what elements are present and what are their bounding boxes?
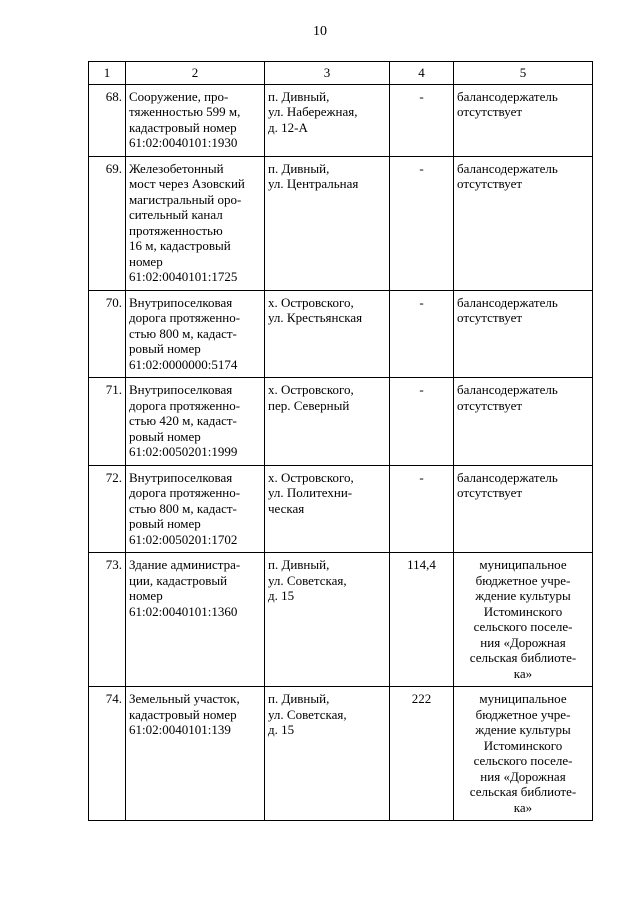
holder-cell [454, 687, 593, 821]
address-cell-text: п. Дивный, ул. Советская, д. 15 [268, 691, 347, 737]
table-row [89, 290, 593, 378]
address-cell-text: п. Дивный, ул. Набережная, д. 12-А [268, 88, 358, 135]
row-number-cell [89, 156, 126, 290]
area-cell [390, 290, 454, 378]
area-cell-text: - [419, 88, 424, 104]
address-cell-text: х. Островского, пер. Северный [268, 382, 354, 413]
holder-cell-text: балансодержатель отсутствует [457, 160, 558, 191]
object-description-cell [126, 553, 265, 687]
holder-cell-text: муниципальное бюджетное учре- ждение культуры Истоминского сельского поселе- ния «Дорожная сельская библиоте- ка» [469, 691, 577, 815]
row-number-cell-text: 68. [105, 88, 122, 104]
row-number-cell [89, 378, 126, 466]
address-cell [265, 553, 390, 687]
row-number-cell-text: 71. [105, 382, 122, 397]
area-cell-text: - [419, 382, 424, 397]
holder-cell [454, 553, 593, 687]
object-description-cell [126, 465, 265, 553]
property-registry-table [88, 61, 593, 821]
area-cell [390, 553, 454, 687]
holder-cell-text: балансодержатель отсутствует [457, 88, 558, 119]
object-description-cell-text: Внутрипоселковая дорога протяженно- стью 800 м, кадаст- ровый номер 61:02:0000000:5174 [129, 294, 241, 372]
area-cell [390, 84, 454, 156]
row-number-cell [89, 687, 126, 821]
object-description-cell [126, 378, 265, 466]
area-cell [390, 156, 454, 290]
area-cell [390, 687, 454, 821]
address-cell [265, 84, 390, 156]
object-description-cell-text: Железобетонный мост через Азовский магистральный оро- сительный канал протяженностью 16 м, кадастровый номер 61:02:0040101:1725 [129, 160, 245, 284]
row-number-cell-text: 70. [105, 294, 122, 310]
holder-cell-text: балансодержатель отсутствует [457, 294, 558, 325]
area-cell [390, 465, 454, 553]
object-description-cell [126, 84, 265, 156]
area-cell-text: - [419, 160, 424, 176]
page-number: 10 [313, 24, 327, 39]
table-row [89, 553, 593, 687]
table-row [89, 84, 593, 156]
address-cell [265, 156, 390, 290]
column-header-object: 2 [126, 62, 265, 85]
holder-cell [454, 290, 593, 378]
table-body [89, 84, 593, 821]
table-header-row [89, 62, 593, 85]
holder-cell-text: балансодержатель отсутствует [457, 382, 558, 413]
holder-cell [454, 84, 593, 156]
area-cell-text: 114,4 [407, 557, 436, 572]
table-row [89, 687, 593, 821]
area-cell-text: 222 [411, 691, 432, 706]
object-description-cell [126, 290, 265, 378]
area-cell-text: - [419, 294, 424, 310]
holder-cell-text: балансодержатель отсутствует [457, 469, 558, 500]
holder-cell [454, 465, 593, 553]
row-number-cell-text: 74. [105, 691, 122, 706]
row-number-cell [89, 465, 126, 553]
table-row [89, 156, 593, 290]
holder-cell [454, 378, 593, 466]
row-number-cell [89, 553, 126, 687]
row-number-cell [89, 84, 126, 156]
address-cell [265, 378, 390, 466]
holder-cell [454, 156, 593, 290]
address-cell [265, 290, 390, 378]
object-description-cell [126, 156, 265, 290]
object-description-cell-text: Внутрипоселковая дорога протяженно- стью 420 м, кадаст- ровый номер 61:02:0050201:1999 [129, 382, 241, 459]
address-cell [265, 687, 390, 821]
row-number-cell-text: 69. [105, 160, 122, 176]
row-number-cell-text: 73. [105, 557, 122, 572]
address-cell-text: х. Островского, ул. Политехни- ческая [268, 469, 354, 516]
object-description-cell-text: Здание администра- ции, кадастровый номер 61:02:0040101:1360 [129, 557, 241, 619]
object-description-cell-text: Земельный участок, кадастровый номер 61:02:0040101:139 [129, 691, 240, 737]
address-cell-text: п. Дивный, ул. Советская, д. 15 [268, 557, 347, 603]
area-cell-text: - [419, 469, 424, 485]
table-row [89, 378, 593, 466]
address-cell-text: п. Дивный, ул. Центральная [268, 160, 359, 191]
column-header-address: 3 [265, 62, 390, 85]
address-cell-text: х. Островского, ул. Крестьянская [268, 294, 363, 325]
holder-cell-text: муниципальное бюджетное учре- ждение культуры Истоминского сельского поселе- ния «Дорожная сельская библиоте- ка» [469, 557, 577, 681]
object-description-cell-text: Внутрипоселковая дорога протяженно- стью 800 м, кадаст- ровый номер 61:02:0050201:1702 [129, 469, 241, 547]
column-header-number: 1 [89, 62, 126, 85]
object-description-cell-text: Сооружение, про- тяженностью 599 м, кадастровый номер 61:02:0040101:1930 [129, 88, 241, 150]
column-header-area: 4 [390, 62, 454, 85]
row-number-cell-text: 72. [105, 469, 122, 485]
object-description-cell [126, 687, 265, 821]
area-cell [390, 378, 454, 466]
address-cell [265, 465, 390, 553]
table-row [89, 465, 593, 553]
row-number-cell [89, 290, 126, 378]
column-header-holder: 5 [454, 62, 593, 85]
